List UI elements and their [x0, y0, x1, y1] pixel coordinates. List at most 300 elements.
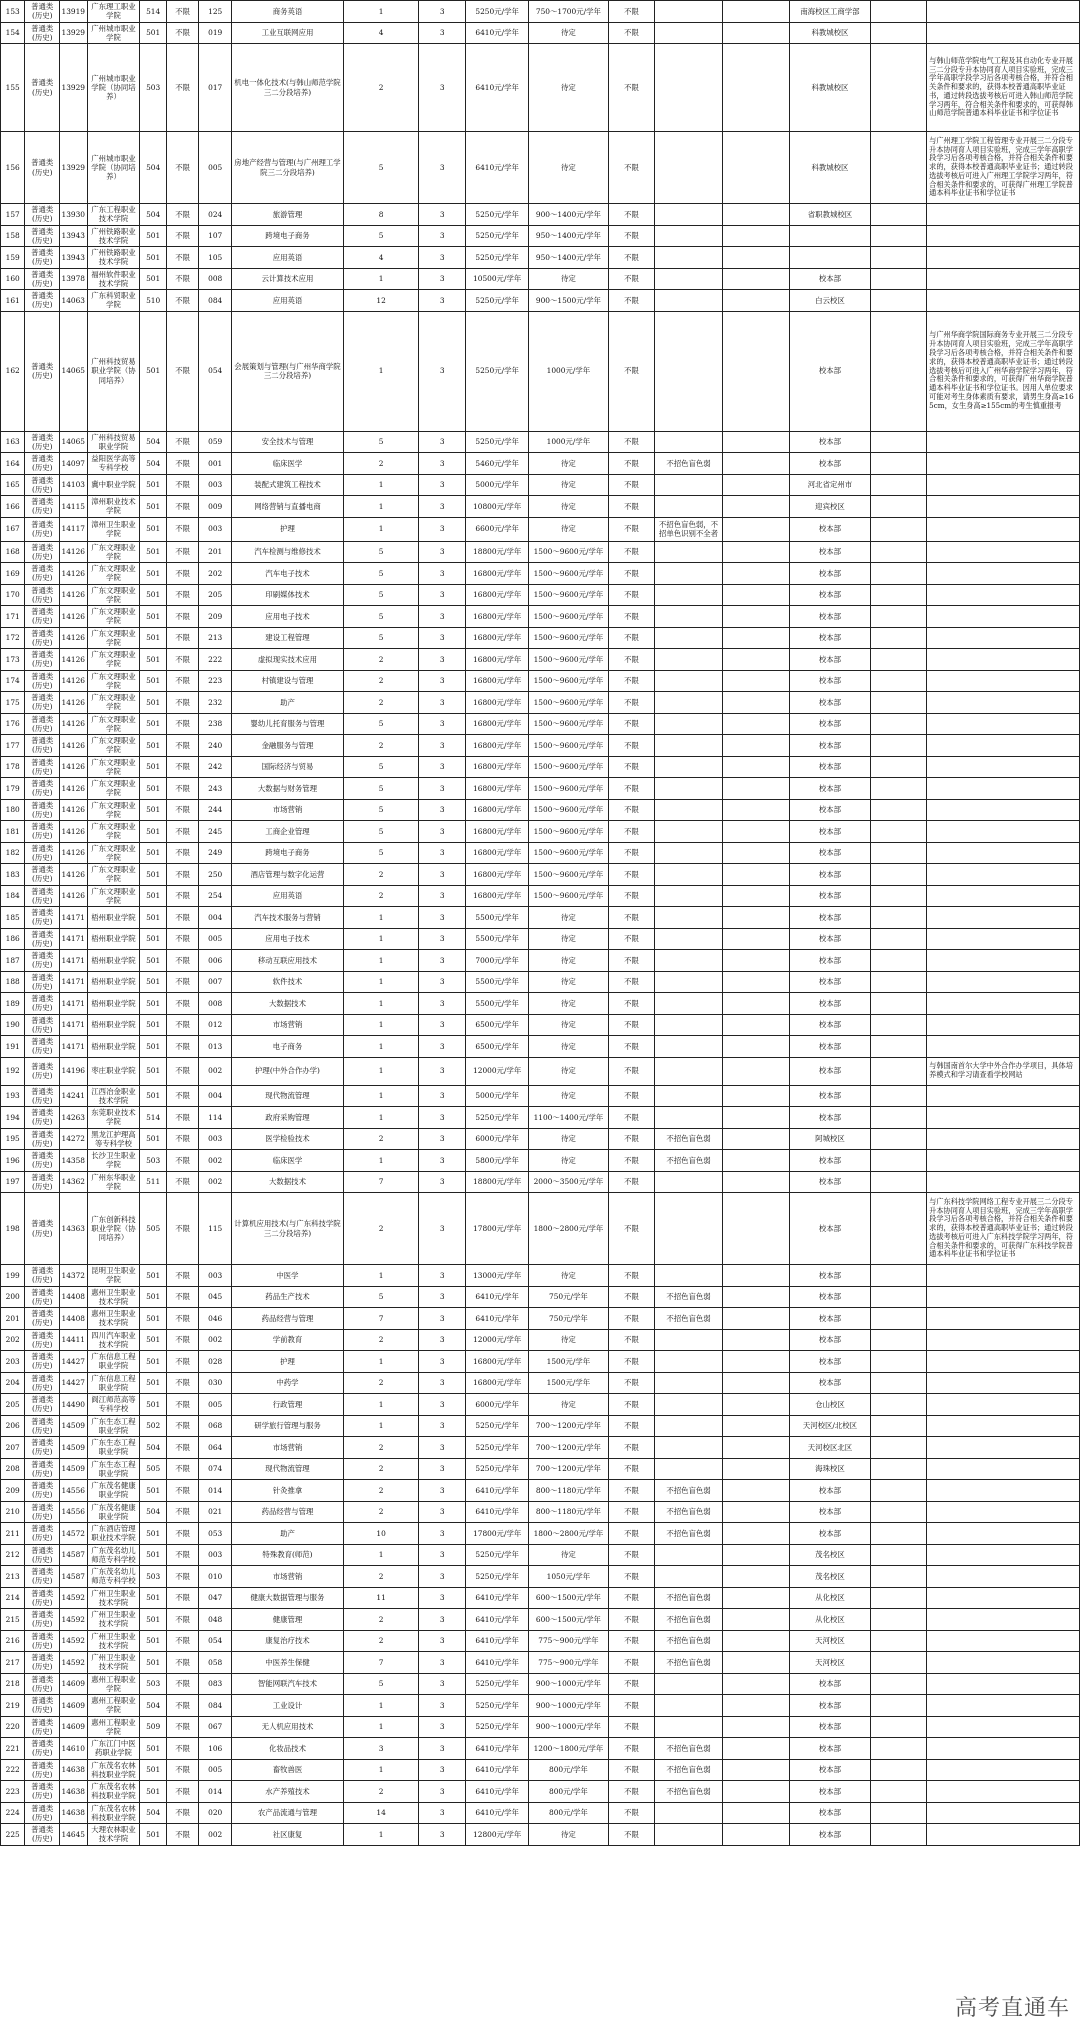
row-index: 184 — [1, 885, 25, 907]
row-index: 192 — [1, 1057, 25, 1085]
table-row — [1, 311, 1080, 431]
major-code-cell: 004 — [199, 1085, 232, 1107]
language-cell: 不限 — [608, 44, 655, 132]
duration-cell: 3 — [419, 1329, 466, 1351]
group-code-cell: 501 — [140, 713, 166, 735]
campus-cell: 校本部 — [789, 928, 870, 950]
duration-cell: 3 — [419, 1085, 466, 1107]
accommodation-fee-cell: 1500～9600元/学年 — [529, 778, 608, 800]
language-cell: 不限 — [608, 1480, 655, 1502]
school-code-cell: 14509 — [60, 1437, 87, 1459]
blank-cell — [722, 1107, 789, 1129]
campus-cell: 校本部 — [789, 907, 870, 929]
health-req-cell — [655, 132, 722, 204]
major-name-cell: 大数据技术 — [232, 1171, 344, 1193]
subject-req-cell: 不限 — [166, 1437, 199, 1459]
tuition-cell: 5250元/学年 — [466, 247, 529, 269]
category-cell: 普通类(历史) — [25, 1759, 60, 1781]
group-code-cell: 501 — [140, 1738, 166, 1760]
school-code-cell: 14587 — [60, 1544, 87, 1566]
group-code-cell: 501 — [140, 1372, 166, 1394]
accommodation-fee-cell: 待定 — [529, 1394, 608, 1416]
blank-cell — [722, 1437, 789, 1459]
school-code-cell: 14363 — [60, 1193, 87, 1265]
blank-cell — [722, 1587, 789, 1609]
health-req-cell — [655, 928, 722, 950]
table-row — [1, 670, 1080, 692]
group-code-cell: 504 — [140, 204, 166, 226]
table-row — [1, 1057, 1080, 1085]
subject-req-cell: 不限 — [166, 907, 199, 929]
school-name-cell: 黑龙江护理高等专科学校 — [87, 1128, 140, 1150]
row-index: 186 — [1, 928, 25, 950]
blank-cell — [722, 1759, 789, 1781]
duration-cell: 3 — [419, 692, 466, 714]
accommodation-fee-cell: 待定 — [529, 1014, 608, 1036]
plan-count-cell: 1 — [343, 1695, 418, 1717]
tuition-cell: 16800元/学年 — [466, 713, 529, 735]
school-name-cell: 广东文理职业学院 — [87, 885, 140, 907]
campus-cell: 科教城校区 — [789, 44, 870, 132]
group-code-cell: 501 — [140, 778, 166, 800]
school-code-cell: 13929 — [60, 44, 87, 132]
campus-cell: 校本部 — [789, 864, 870, 886]
campus-cell: 校本部 — [789, 1171, 870, 1193]
campus-cell: 校本部 — [789, 1716, 870, 1738]
row-index: 174 — [1, 670, 25, 692]
subject-req-cell: 不限 — [166, 1057, 199, 1085]
group-code-cell: 501 — [140, 1652, 166, 1674]
table-row — [1, 204, 1080, 226]
subject-req-cell: 不限 — [166, 950, 199, 972]
plan-count-cell: 1 — [343, 268, 418, 290]
row-index: 216 — [1, 1630, 25, 1652]
school-name-cell: 惠州卫生职业技术学院 — [87, 1308, 140, 1330]
campus-cell: 仓山校区 — [789, 1394, 870, 1416]
duration-cell: 3 — [419, 1150, 466, 1172]
blank-cell — [722, 1171, 789, 1193]
blank-cell — [722, 1150, 789, 1172]
subject-req-cell: 不限 — [166, 1329, 199, 1351]
tuition-cell: 5250元/学年 — [466, 1566, 529, 1588]
category-cell: 普通类(历史) — [25, 1329, 60, 1351]
duration-cell: 3 — [419, 1372, 466, 1394]
major-name-cell: 智能网联汽车技术 — [232, 1673, 344, 1695]
blank-cell — [722, 1652, 789, 1674]
category-cell: 普通类(历史) — [25, 496, 60, 518]
blank-cell — [722, 1351, 789, 1373]
school-name-cell: 阆江师范高等专科学校 — [87, 1394, 140, 1416]
language-cell: 不限 — [608, 606, 655, 628]
school-code-cell: 14171 — [60, 907, 87, 929]
table-row — [1, 756, 1080, 778]
category-cell: 普通类(历史) — [25, 1085, 60, 1107]
health-req-cell — [655, 247, 722, 269]
health-req-cell: 不招色盲色弱 — [655, 1759, 722, 1781]
row-index: 166 — [1, 496, 25, 518]
school-name-cell: 惠州工程职业学院 — [87, 1716, 140, 1738]
school-name-cell: 梧州职业学院 — [87, 971, 140, 993]
remarks-cell: 与韩国南首尔大学中外合作办学项目，具体培养模式和学习请查看学校网站 — [927, 1057, 1080, 1085]
major-code-cell: 106 — [199, 1738, 232, 1760]
school-name-cell: 惠州工程职业学院 — [87, 1695, 140, 1717]
blank-cell — [722, 1630, 789, 1652]
accommodation-fee-cell: 800～1180元/学年 — [529, 1501, 608, 1523]
table-row — [1, 1652, 1080, 1674]
plan-count-cell: 2 — [343, 649, 418, 671]
row-index: 221 — [1, 1738, 25, 1760]
blank-cell — [722, 842, 789, 864]
subject-req-cell: 不限 — [166, 928, 199, 950]
remarks-cell — [927, 1351, 1080, 1373]
category-cell: 普通类(历史) — [25, 431, 60, 453]
major-name-cell: 国际经济与贸易 — [232, 756, 344, 778]
school-name-cell: 福州软件职业技术学院 — [87, 268, 140, 290]
table-row — [1, 1, 1080, 23]
plan-count-cell: 1 — [343, 1394, 418, 1416]
plan-count-cell: 1 — [343, 1544, 418, 1566]
plan-count-cell: 2 — [343, 1458, 418, 1480]
major-name-cell: 化妆品技术 — [232, 1738, 344, 1760]
remarks-cell — [927, 1501, 1080, 1523]
plan-count-cell: 1 — [343, 950, 418, 972]
health-req-cell — [655, 311, 722, 431]
duration-cell: 3 — [419, 735, 466, 757]
category-cell: 普通类(历史) — [25, 1566, 60, 1588]
tuition-cell: 6000元/学年 — [466, 1128, 529, 1150]
health-req-cell — [655, 670, 722, 692]
accommodation-fee-cell: 待定 — [529, 268, 608, 290]
category-cell: 普通类(历史) — [25, 1609, 60, 1631]
group-code-cell: 501 — [140, 1265, 166, 1287]
plan-count-cell: 2 — [343, 1630, 418, 1652]
school-name-cell: 广州城市职业学院（协同培养） — [87, 132, 140, 204]
group-code-cell: 501 — [140, 1057, 166, 1085]
duration-cell: 3 — [419, 563, 466, 585]
language-cell: 不限 — [608, 1501, 655, 1523]
health-req-cell — [655, 971, 722, 993]
blank-cell-2 — [871, 496, 927, 518]
remarks-cell — [927, 885, 1080, 907]
plan-count-cell: 1 — [343, 1824, 418, 1846]
plan-count-cell: 5 — [343, 1286, 418, 1308]
duration-cell: 3 — [419, 1057, 466, 1085]
school-name-cell: 梧州职业学院 — [87, 993, 140, 1015]
campus-cell: 校本部 — [789, 1193, 870, 1265]
accommodation-fee-cell: 1500～9600元/学年 — [529, 799, 608, 821]
duration-cell: 3 — [419, 950, 466, 972]
group-code-cell: 501 — [140, 928, 166, 950]
blank-cell-2 — [871, 1587, 927, 1609]
plan-count-cell: 5 — [343, 821, 418, 843]
table-row — [1, 778, 1080, 800]
major-name-cell: 会展策划与管理(与广州华商学院三二分段培养) — [232, 311, 344, 431]
campus-cell: 校本部 — [789, 1824, 870, 1846]
group-code-cell: 514 — [140, 1107, 166, 1129]
category-cell: 普通类(历史) — [25, 1171, 60, 1193]
tuition-cell: 5800元/学年 — [466, 1150, 529, 1172]
category-cell: 普通类(历史) — [25, 1036, 60, 1058]
table-row — [1, 1781, 1080, 1803]
tuition-cell: 6410元/学年 — [466, 22, 529, 44]
table-row — [1, 496, 1080, 518]
blank-cell-2 — [871, 563, 927, 585]
major-code-cell: 002 — [199, 1824, 232, 1846]
health-req-cell: 不招色盲色弱 — [655, 1781, 722, 1803]
duration-cell: 3 — [419, 1544, 466, 1566]
accommodation-fee-cell: 600～1500元/学年 — [529, 1587, 608, 1609]
blank-cell — [722, 225, 789, 247]
plan-count-cell: 2 — [343, 44, 418, 132]
health-req-cell — [655, 907, 722, 929]
group-code-cell: 504 — [140, 1437, 166, 1459]
major-code-cell: 125 — [199, 1, 232, 23]
major-code-cell: 020 — [199, 1802, 232, 1824]
table-row — [1, 290, 1080, 312]
group-code-cell: 509 — [140, 1716, 166, 1738]
subject-req-cell: 不限 — [166, 1824, 199, 1846]
school-code-cell: 13929 — [60, 132, 87, 204]
blank-cell-2 — [871, 1759, 927, 1781]
school-name-cell: 广州东华职业学院 — [87, 1171, 140, 1193]
language-cell: 不限 — [608, 1265, 655, 1287]
category-cell: 普通类(历史) — [25, 1544, 60, 1566]
health-req-cell — [655, 225, 722, 247]
major-code-cell: 008 — [199, 268, 232, 290]
table-row — [1, 971, 1080, 993]
table-row — [1, 268, 1080, 290]
health-req-cell — [655, 431, 722, 453]
school-code-cell: 14509 — [60, 1415, 87, 1437]
campus-cell: 校本部 — [789, 1372, 870, 1394]
remarks-cell — [927, 1824, 1080, 1846]
subject-req-cell: 不限 — [166, 1544, 199, 1566]
plan-count-cell: 2 — [343, 864, 418, 886]
category-cell: 普通类(历史) — [25, 713, 60, 735]
blank-cell — [722, 1480, 789, 1502]
language-cell: 不限 — [608, 496, 655, 518]
school-name-cell: 广东文理职业学院 — [87, 778, 140, 800]
blank-cell — [722, 1193, 789, 1265]
subject-req-cell: 不限 — [166, 821, 199, 843]
table-row — [1, 692, 1080, 714]
table-row — [1, 1544, 1080, 1566]
remarks-cell — [927, 290, 1080, 312]
major-code-cell: 005 — [199, 928, 232, 950]
duration-cell: 3 — [419, 1014, 466, 1036]
language-cell: 不限 — [608, 1652, 655, 1674]
accommodation-fee-cell: 1500～9600元/学年 — [529, 670, 608, 692]
health-req-cell — [655, 606, 722, 628]
table-row — [1, 649, 1080, 671]
category-cell: 普通类(历史) — [25, 627, 60, 649]
tuition-cell: 16800元/学年 — [466, 670, 529, 692]
remarks-cell — [927, 670, 1080, 692]
remarks-cell — [927, 692, 1080, 714]
accommodation-fee-cell: 1500～9600元/学年 — [529, 606, 608, 628]
language-cell: 不限 — [608, 1171, 655, 1193]
plan-count-cell: 5 — [343, 713, 418, 735]
row-index: 157 — [1, 204, 25, 226]
remarks-cell — [927, 1716, 1080, 1738]
blank-cell — [722, 517, 789, 541]
category-cell: 普通类(历史) — [25, 1394, 60, 1416]
campus-cell: 白云校区 — [789, 290, 870, 312]
group-code-cell: 501 — [140, 1351, 166, 1373]
school-name-cell: 广东生态工程职业学院 — [87, 1458, 140, 1480]
group-code-cell: 501 — [140, 1630, 166, 1652]
duration-cell: 3 — [419, 821, 466, 843]
remarks-cell — [927, 907, 1080, 929]
table-row — [1, 1501, 1080, 1523]
row-index: 196 — [1, 1150, 25, 1172]
school-code-cell: 14097 — [60, 453, 87, 475]
row-index: 201 — [1, 1308, 25, 1330]
group-code-cell: 501 — [140, 971, 166, 993]
major-name-cell: 大数据与财务管理 — [232, 778, 344, 800]
accommodation-fee-cell: 775～900元/学年 — [529, 1652, 608, 1674]
language-cell: 不限 — [608, 517, 655, 541]
accommodation-fee-cell: 1500～9600元/学年 — [529, 649, 608, 671]
school-code-cell: 14411 — [60, 1329, 87, 1351]
accommodation-fee-cell: 待定 — [529, 993, 608, 1015]
language-cell: 不限 — [608, 1014, 655, 1036]
blank-cell — [722, 1458, 789, 1480]
subject-req-cell: 不限 — [166, 1308, 199, 1330]
group-code-cell: 503 — [140, 1566, 166, 1588]
accommodation-fee-cell: 待定 — [529, 1128, 608, 1150]
plan-count-cell: 2 — [343, 1128, 418, 1150]
language-cell: 不限 — [608, 1372, 655, 1394]
plan-count-cell: 2 — [343, 1566, 418, 1588]
plan-count-cell: 1 — [343, 971, 418, 993]
tuition-cell: 5000元/学年 — [466, 474, 529, 496]
blank-cell-2 — [871, 268, 927, 290]
blank-cell-2 — [871, 1695, 927, 1717]
campus-cell: 校本部 — [789, 756, 870, 778]
plan-count-cell: 2 — [343, 1329, 418, 1351]
school-name-cell: 广东生态工程职业学院 — [87, 1437, 140, 1459]
health-req-cell — [655, 1824, 722, 1846]
school-name-cell: 广东茂名农林科技职业学院 — [87, 1802, 140, 1824]
major-name-cell: 工业互联网应用 — [232, 22, 344, 44]
accommodation-fee-cell: 700～1200元/学年 — [529, 1415, 608, 1437]
blank-cell-2 — [871, 971, 927, 993]
major-name-cell: 云计算技术应用 — [232, 268, 344, 290]
duration-cell: 3 — [419, 1171, 466, 1193]
tuition-cell: 16800元/学年 — [466, 606, 529, 628]
row-index: 218 — [1, 1673, 25, 1695]
language-cell: 不限 — [608, 1781, 655, 1803]
health-req-cell: 不招色盲色弱 — [655, 1630, 722, 1652]
tuition-cell: 5250元/学年 — [466, 290, 529, 312]
language-cell: 不限 — [608, 1107, 655, 1129]
accommodation-fee-cell: 2000～3500元/学年 — [529, 1171, 608, 1193]
tuition-cell: 6410元/学年 — [466, 44, 529, 132]
remarks-cell — [927, 1329, 1080, 1351]
group-code-cell: 501 — [140, 563, 166, 585]
category-cell: 普通类(历史) — [25, 1193, 60, 1265]
major-name-cell: 虚拟现实技术应用 — [232, 649, 344, 671]
campus-cell: 校本部 — [789, 1759, 870, 1781]
campus-cell: 天河校区/北校区 — [789, 1415, 870, 1437]
category-cell: 普通类(历史) — [25, 864, 60, 886]
plan-count-cell: 7 — [343, 1308, 418, 1330]
tuition-cell: 7000元/学年 — [466, 950, 529, 972]
row-index: 188 — [1, 971, 25, 993]
major-code-cell: 003 — [199, 474, 232, 496]
blank-cell-2 — [871, 1716, 927, 1738]
group-code-cell: 511 — [140, 1171, 166, 1193]
major-code-cell: 114 — [199, 1107, 232, 1129]
subject-req-cell: 不限 — [166, 453, 199, 475]
tuition-cell: 5460元/学年 — [466, 453, 529, 475]
category-cell: 普通类(历史) — [25, 1695, 60, 1717]
remarks-cell — [927, 1372, 1080, 1394]
tuition-cell: 16800元/学年 — [466, 799, 529, 821]
major-name-cell: 研学旅行管理与服务 — [232, 1415, 344, 1437]
blank-cell — [722, 1372, 789, 1394]
duration-cell: 3 — [419, 627, 466, 649]
language-cell: 不限 — [608, 1738, 655, 1760]
category-cell: 普通类(历史) — [25, 1286, 60, 1308]
major-name-cell: 针灸推拿 — [232, 1480, 344, 1502]
subject-req-cell: 不限 — [166, 517, 199, 541]
plan-count-cell: 1 — [343, 1014, 418, 1036]
language-cell: 不限 — [608, 993, 655, 1015]
school-code-cell: 14063 — [60, 290, 87, 312]
blank-cell — [722, 799, 789, 821]
plan-count-cell: 14 — [343, 1802, 418, 1824]
duration-cell: 3 — [419, 1824, 466, 1846]
campus-cell: 校本部 — [789, 606, 870, 628]
tuition-cell: 16800元/学年 — [466, 563, 529, 585]
health-req-cell — [655, 496, 722, 518]
row-index: 191 — [1, 1036, 25, 1058]
duration-cell: 3 — [419, 670, 466, 692]
school-code-cell: 14427 — [60, 1372, 87, 1394]
major-code-cell: 048 — [199, 1609, 232, 1631]
subject-req-cell: 不限 — [166, 692, 199, 714]
group-code-cell: 501 — [140, 627, 166, 649]
campus-cell: 校本部 — [789, 584, 870, 606]
school-code-cell: 14126 — [60, 627, 87, 649]
major-code-cell: 045 — [199, 1286, 232, 1308]
category-cell: 普通类(历史) — [25, 1437, 60, 1459]
remarks-cell — [927, 1437, 1080, 1459]
major-code-cell: 067 — [199, 1716, 232, 1738]
blank-cell-2 — [871, 907, 927, 929]
plan-count-cell: 2 — [343, 1501, 418, 1523]
accommodation-fee-cell: 775～900元/学年 — [529, 1630, 608, 1652]
category-cell: 普通类(历史) — [25, 692, 60, 714]
health-req-cell — [655, 1437, 722, 1459]
category-cell: 普通类(历史) — [25, 606, 60, 628]
school-code-cell: 14638 — [60, 1759, 87, 1781]
major-name-cell: 学前教育 — [232, 1329, 344, 1351]
campus-cell — [789, 247, 870, 269]
campus-cell: 校本部 — [789, 268, 870, 290]
school-name-cell: 广东工程职业技术学院 — [87, 204, 140, 226]
subject-req-cell: 不限 — [166, 132, 199, 204]
subject-req-cell: 不限 — [166, 1802, 199, 1824]
duration-cell: 3 — [419, 1673, 466, 1695]
group-code-cell: 501 — [140, 517, 166, 541]
blank-cell-2 — [871, 1329, 927, 1351]
health-req-cell: 不招色盲色弱 — [655, 1128, 722, 1150]
school-name-cell: 广州卫生职业技术学院 — [87, 1587, 140, 1609]
subject-req-cell: 不限 — [166, 756, 199, 778]
